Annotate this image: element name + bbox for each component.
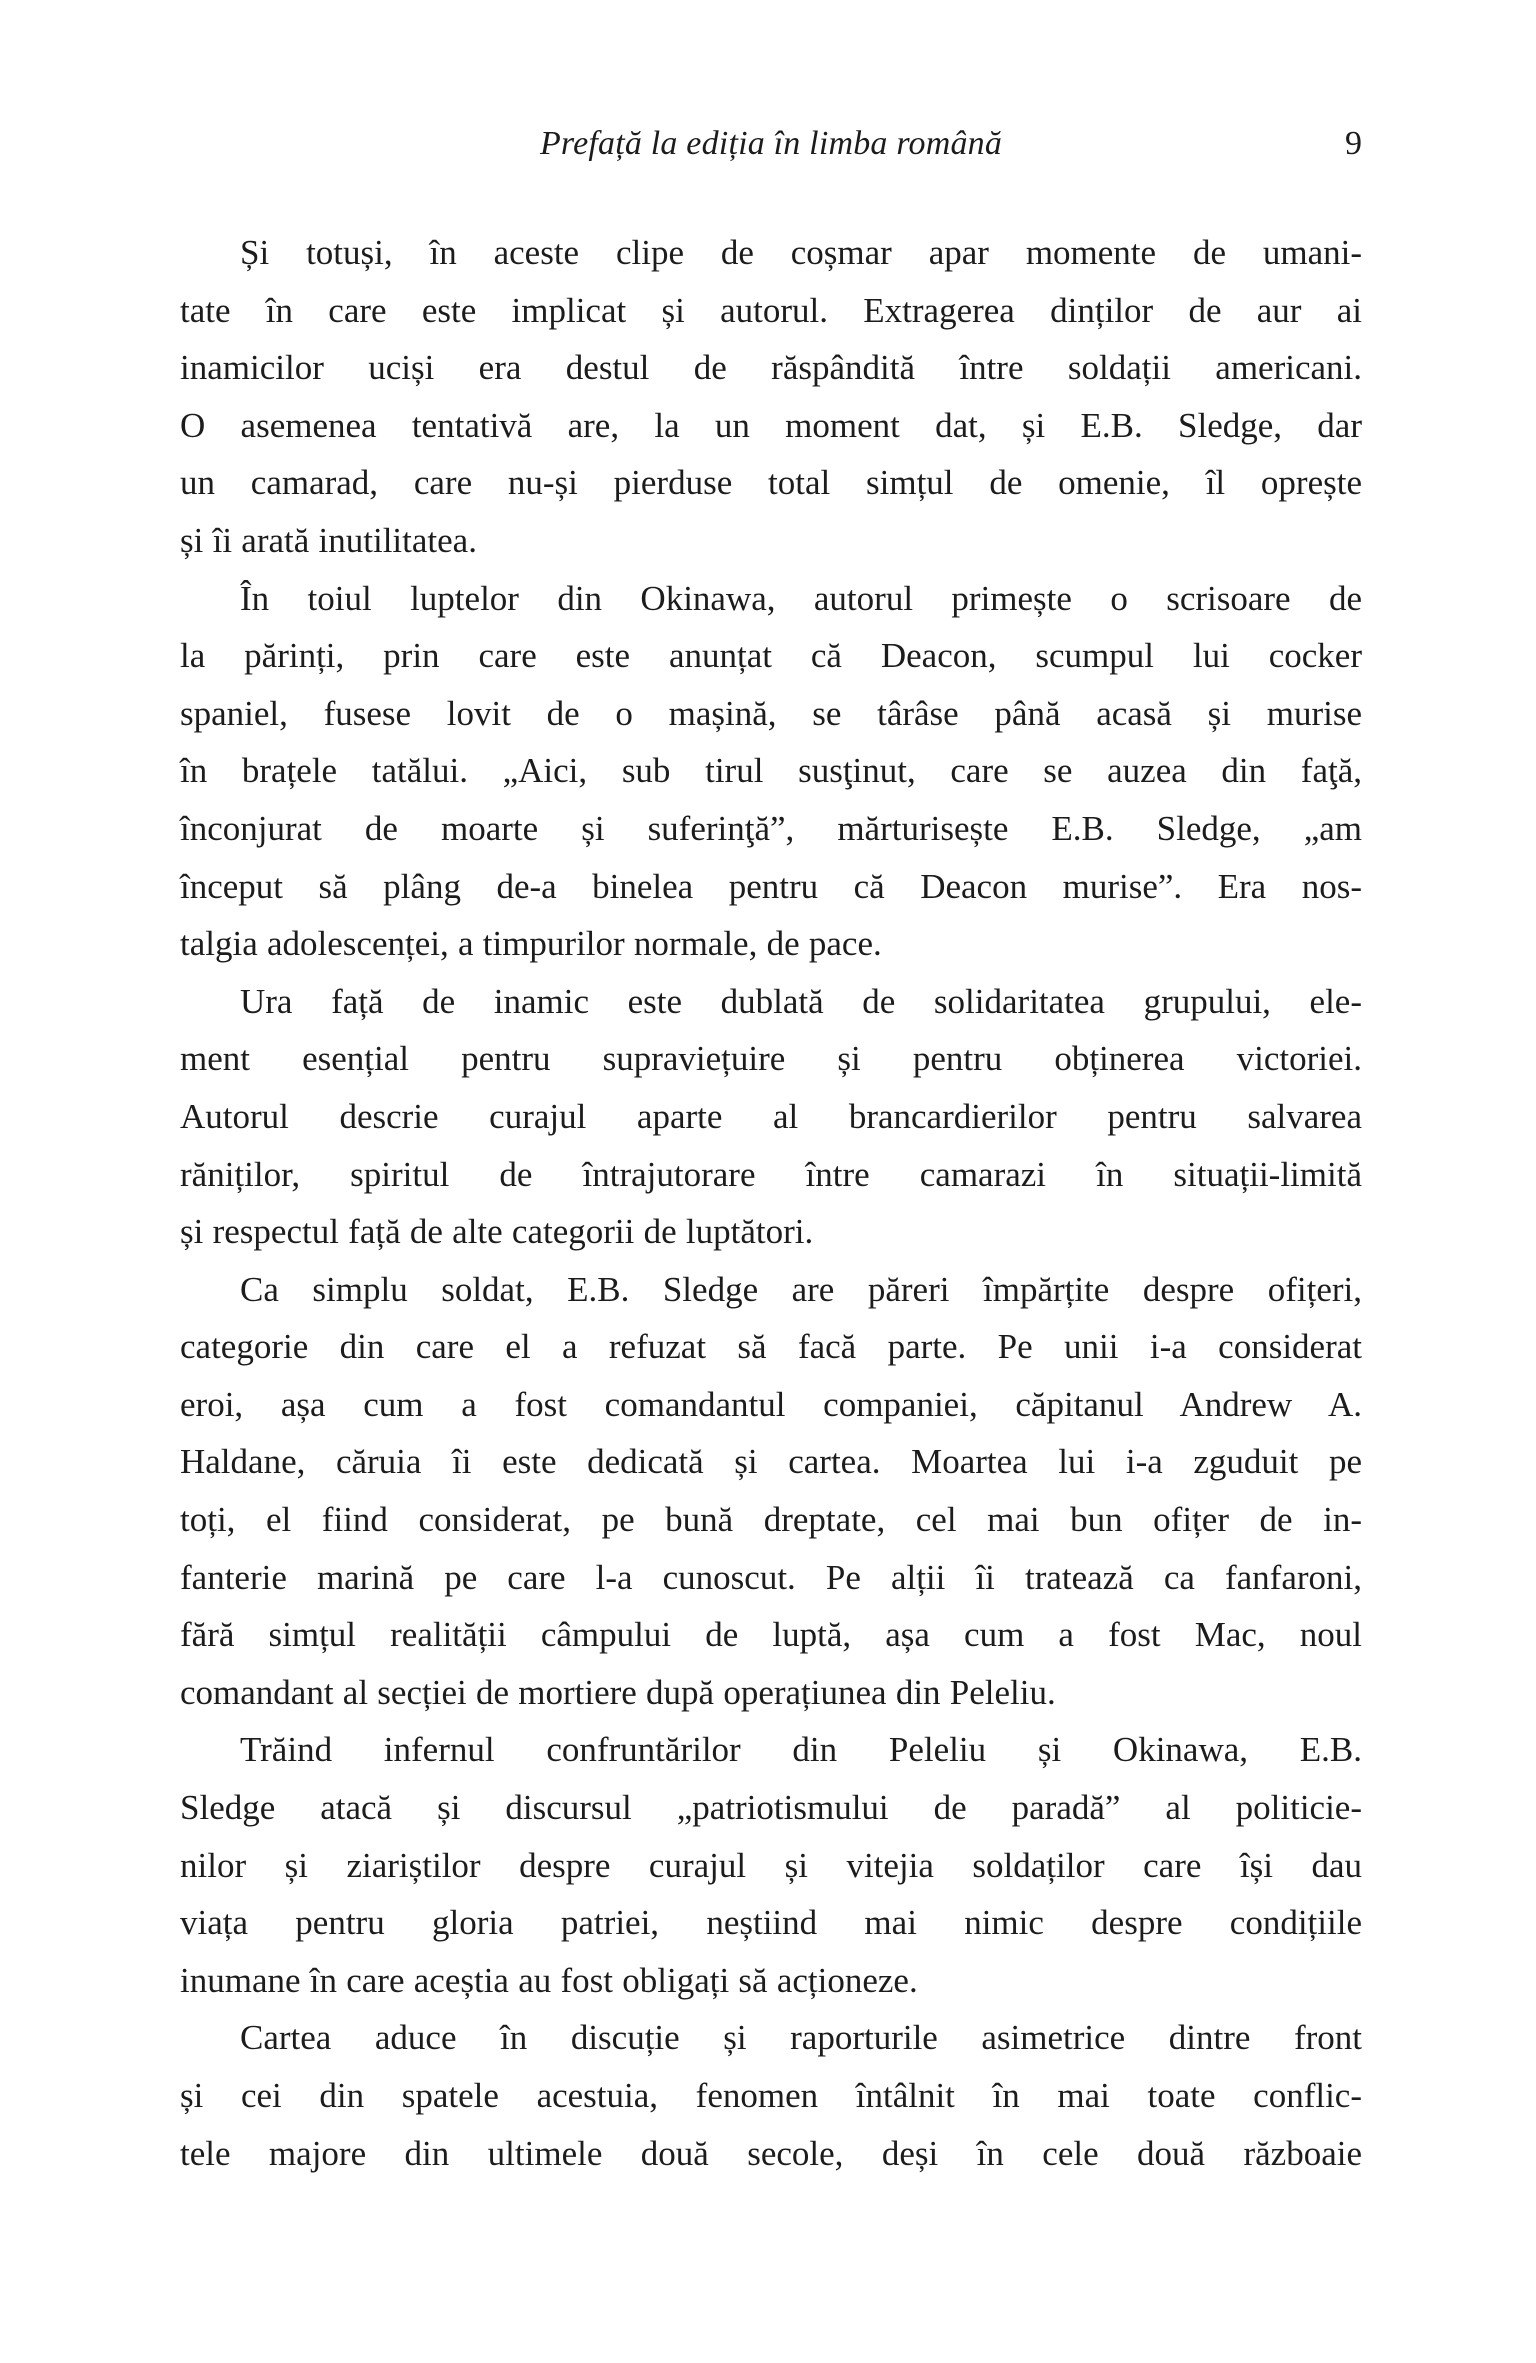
- text-line: și respectul față de alte categorii de luptători.: [180, 1212, 814, 1252]
- text-line: nilor și ziariștilor despre curajul și vitejia soldaților care își dau: [180, 1845, 1362, 1885]
- text-line: și cei din spatele acestuia, fenomen întâlnit în mai toate conflic-: [180, 2076, 1362, 2115]
- text-line: inumane în care aceștia au fost obligați să acționeze.: [180, 1960, 918, 2000]
- text-line: un camarad, care nu-și pierduse total simțul de omenie, îl oprește: [180, 463, 1362, 503]
- text-line: Sledge atacă și discursul „patriotismului de paradă” al politicie-: [180, 1788, 1362, 1828]
- page-header: [180, 116, 1362, 172]
- text-line: tate în care este implicat și autorul. Extragerea dinților de aur ai: [180, 290, 1362, 330]
- text-line: început să plâng de-a binelea pentru că Deacon murise”. Era nos-: [180, 866, 1362, 906]
- text-line: Autorul descrie curajul aparte al brancardierilor pentru salvarea: [180, 1096, 1362, 1136]
- text-line: înconjurat de moarte și suferinţă”, mărturisește E.B. Sledge, „am: [180, 808, 1362, 848]
- running-title: Prefață la ediția în limba română: [539, 125, 1003, 162]
- text-line: ment esențial pentru supraviețuire și pentru obținerea victoriei.: [180, 1039, 1362, 1079]
- text-line: Trăind infernul confruntărilor din Peleliu și Okinawa, E.B.: [240, 1730, 1362, 1770]
- text-line: toți, el fiind considerat, pe bună dreptate, cel mai bun ofițer de in-: [180, 1500, 1362, 1540]
- text-line: În toiul luptelor din Okinawa, autorul primește o scrisoare de: [240, 578, 1362, 618]
- page-body: [180, 224, 1362, 2182]
- text-line: Cartea aduce în discuție și raporturile asimetrice dintre front: [240, 2018, 1362, 2058]
- text-line: fanterie marină pe care l-a cunoscut. Pe alții îi tratează ca fanfaroni,: [180, 1557, 1362, 1597]
- text-line: eroi, așa cum a fost comandantul companiei, căpitanul Andrew A.: [180, 1384, 1362, 1424]
- text-line: răniților, spiritul de întrajutorare între camarazi în situații-limită: [180, 1154, 1362, 1194]
- text-line: categorie din care el a refuzat să facă parte. Pe unii i-a considerat: [180, 1327, 1362, 1367]
- page-number: 9: [1345, 125, 1362, 162]
- text-line: în brațele tatălui. „Aici, sub tirul susţinut, care se auzea din faţă,: [180, 751, 1362, 791]
- text-line: Ura față de inamic este dublată de solidaritatea grupului, ele-: [240, 981, 1362, 1021]
- text-line: și îi arată inutilitatea.: [180, 520, 477, 560]
- text-line: la părinți, prin care este anunțat că Deacon, scumpul lui cocker: [180, 636, 1362, 676]
- text-line: viața pentru gloria patriei, neștiind mai nimic despre condițiile: [180, 1903, 1362, 1943]
- text-line: inamicilor uciși era destul de răspândită între soldații americani.: [180, 348, 1362, 388]
- text-line: O asemenea tentativă are, la un moment dat, și E.B. Sledge, dar: [180, 405, 1362, 445]
- text-line: tele majore din ultimele două secole, deși în cele două războaie: [180, 2133, 1362, 2173]
- text-line: Ca simplu soldat, E.B. Sledge are păreri împărțite despre ofițeri,: [240, 1269, 1362, 1309]
- text-line: talgia adolescenței, a timpurilor normale, de pace.: [180, 924, 882, 964]
- text-line: fără simțul realității câmpului de luptă, așa cum a fost Mac, noul: [180, 1615, 1362, 1655]
- text-line: comandant al secției de mortiere după operațiunea din Peleliu.: [180, 1672, 1056, 1712]
- text-line: spaniel, fusese lovit de o mașină, se târâse până acasă și murise: [180, 693, 1362, 733]
- text-line: Și totuși, în aceste clipe de coșmar apar momente de umani-: [240, 233, 1362, 272]
- text-line: Haldane, căruia îi este dedicată și cartea. Moartea lui i-a zguduit pe: [180, 1442, 1362, 1482]
